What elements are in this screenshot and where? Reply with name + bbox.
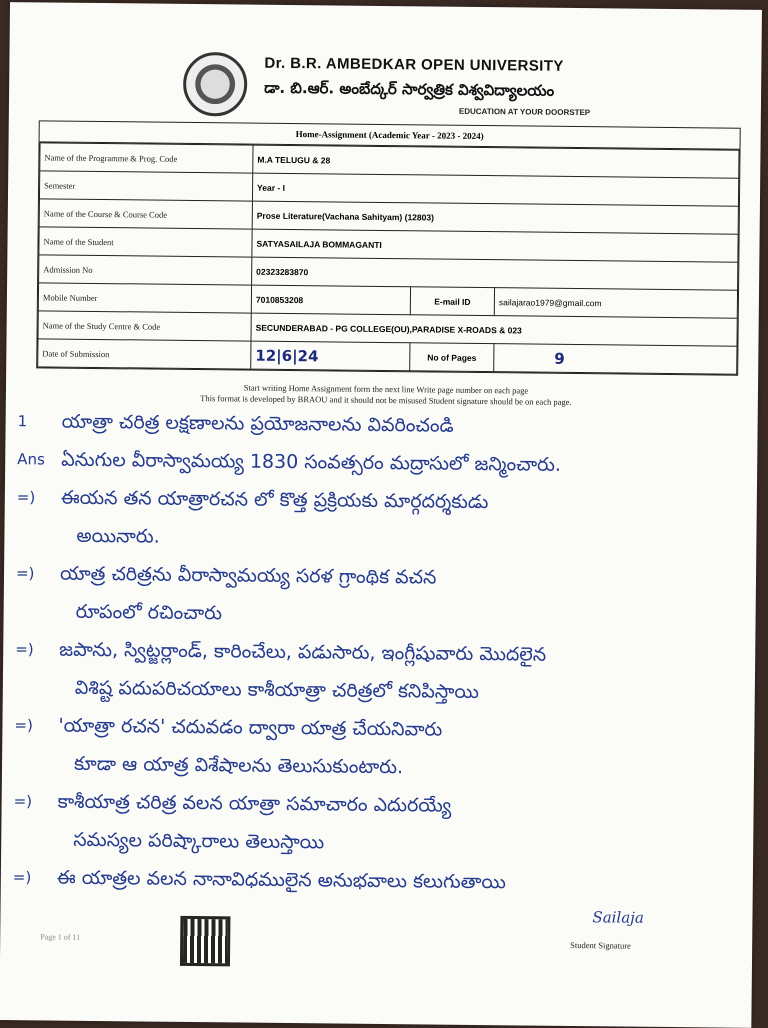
student-label: Name of the Student bbox=[39, 227, 252, 257]
instruction-line: Start writing Home Assignment form the next line Write page number on each page bbox=[243, 382, 529, 396]
line-marker: =) bbox=[14, 716, 33, 735]
line-marker: =) bbox=[13, 792, 33, 811]
date-value: 12|6|24 bbox=[251, 341, 410, 371]
line-text: యాత్ర చరిత్రను వీరాస్వామయ్య సరళ గ్రాంథిక వచన bbox=[59, 562, 437, 589]
instruction-line: This format is developed by BRAOU and it should not be misused Student signature should be on each page. bbox=[200, 393, 572, 407]
university-name-telugu: డా. బి.ఆర్. అంబేద్కర్ సార్వత్రిక విశ్వవిద్యాలయం bbox=[264, 78, 555, 100]
semester-label: Semester bbox=[39, 171, 252, 201]
line-text: ఏనుగుల వీరాస్వామయ్య 1830 సంవత్సరం మద్రాసులో జన్మించారు. bbox=[61, 448, 562, 476]
semester-value: Year - I bbox=[252, 173, 738, 206]
student-value: SATYASAILAJA BOMMAGANTI bbox=[252, 229, 738, 262]
line-text: కాశీయాత్ర చరిత్ర వలన యాత్రా సమాచారం ఎదురయ్యే bbox=[57, 790, 452, 817]
university-logo bbox=[183, 52, 248, 117]
line-text: 'యాత్రా రచన' చదువడం ద్వారా యాత్ర చేయనివారు bbox=[58, 714, 443, 741]
programme-label: Name of the Programme & Prog. Code bbox=[40, 143, 253, 173]
line-text: ఈయన తన యాత్రారచన లో కొత్త ప్రక్రియకు మార్గదర్శకుడు bbox=[60, 486, 489, 514]
course-label: Name of the Course & Course Code bbox=[39, 199, 252, 229]
mobile-label: Mobile Number bbox=[38, 283, 251, 313]
programme-value: M.A TELUGU & 28 bbox=[253, 145, 739, 178]
centre-value: SECUNDERABAD - PG COLLEGE(OU),PARADISE X-ROADS & 023 bbox=[251, 313, 737, 346]
pages-label: No of Pages bbox=[410, 343, 494, 372]
signature-label: Student Signature bbox=[570, 939, 631, 951]
form-table bbox=[37, 142, 739, 374]
assignment-form bbox=[36, 120, 741, 375]
university-name-english: Dr. B.R. AMBEDKAR OPEN UNIVERSITY bbox=[264, 54, 564, 75]
mobile-value: 7010853208 bbox=[251, 285, 410, 315]
form-row bbox=[38, 339, 737, 374]
university-tagline: EDUCATION AT YOUR DOORSTEP bbox=[458, 106, 591, 118]
handwritten-answer bbox=[13, 406, 748, 908]
line-text: సమస్యల పరిష్కారాలు తెలుస్తాయి bbox=[73, 828, 325, 854]
university-header bbox=[39, 2, 760, 130]
line-marker: =) bbox=[12, 868, 32, 887]
line-text: కూడా ఆ యాత్ర విశేషాలను తెలుసుకుంటారు. bbox=[73, 752, 404, 779]
email-value: sailajarao1979@gmail.com bbox=[494, 288, 737, 319]
answer-line bbox=[13, 862, 743, 908]
line-text: రూపంలో రచించారు bbox=[75, 600, 223, 625]
line-marker: =) bbox=[15, 564, 35, 583]
student-signature: Sailaja bbox=[592, 908, 644, 927]
centre-label: Name of the Study Centre & Code bbox=[38, 311, 251, 341]
line-text: అయినారు. bbox=[76, 524, 160, 548]
course-value: Prose Literature(Vachana Sahityam) (12803) bbox=[252, 201, 738, 234]
line-text: ఈ యాత్రల వలన నానావిధములైన అనుభవాలు కలుగుతాయి bbox=[56, 866, 506, 894]
line-text: విశిష్ట పదుపరిచయాలు కాశీయాత్రా చరిత్రలో కనిపిస్తాయి bbox=[74, 676, 479, 704]
form-instructions bbox=[36, 380, 736, 409]
qr-code bbox=[180, 916, 231, 967]
line-marker: =) bbox=[15, 640, 34, 659]
pages-value: 9 bbox=[494, 344, 737, 375]
assignment-sheet bbox=[0, 2, 762, 1028]
line-text: యాత్రా చరిత్ర లక్షణాలను ప్రయోజనాలను వివరించండి bbox=[61, 410, 454, 437]
admission-label: Admission No bbox=[39, 255, 252, 285]
line-marker: 1 bbox=[17, 412, 28, 431]
admission-value: 02323283870 bbox=[252, 257, 738, 290]
line-marker: =) bbox=[16, 488, 36, 507]
form-title: Home-Assignment (Academic Year - 2023 - 2024) bbox=[40, 121, 740, 149]
line-marker: Ans bbox=[17, 450, 45, 469]
email-label: E-mail ID bbox=[410, 287, 494, 316]
line-text: జపాను, స్విట్జర్లాండ్, కారించేలు, పడుసారు, ఇంగ్లీషువారు మొదలైన bbox=[59, 638, 547, 666]
page-number: Page 1 of 11 bbox=[40, 932, 81, 942]
date-label: Date of Submission bbox=[38, 339, 251, 369]
